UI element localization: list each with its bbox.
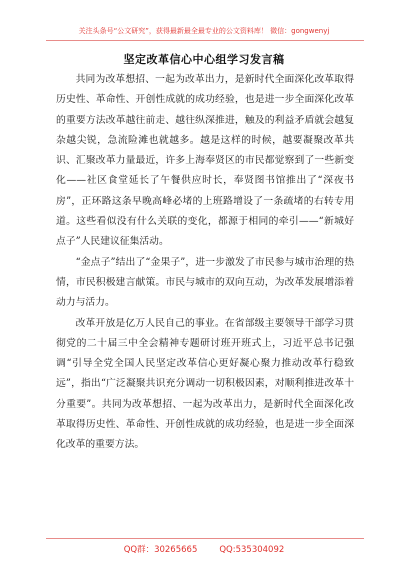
footer-qq-group: QQ群：30265665 [123, 545, 198, 555]
footer-qq-number: QQ:535304092 [219, 545, 285, 555]
paragraph-1: 共同为改革想招、一起为改革出力，是新时代全面深化改革取得历史性、革命性、开创性成就的成功经验，也是进一步全面深化改革的重要方法改革越往前走、越往纵深推进，触及的利益矛盾就会越复杂越尖锐，急流险滩也就越多。越是这样的时候，越要凝聚改革共识、汇聚改革力量最近，许多上海奉贤区的市民都觉察到了一些新变化——社区食堂延长了午餐供应时长，奉贤图书馆推出了“深夜书房”，正环路这条早晚高峰必堵的上班路增设了一条疏堵的右转专用道。这些看似没有什么关联的变化，都源于相同的牵引——“新城好点子”人民建议征集活动。 [56, 74, 354, 248]
document-title: 坚定改革信心中心组学习发言稿 [123, 53, 285, 66]
document-body [56, 70, 354, 456]
header-banner-text: 关注头条号“公文研究”，获得最新最全最专业的公文资料库！ 微信：gongwenyj [78, 27, 330, 35]
header-divider [46, 40, 364, 41]
footer-contact [0, 543, 408, 555]
paragraph-2: “金点子”结出了“金果子”，进一步激发了市民参与城市治理的热情，市民积极建言献策。市民与城市的双向互动，为改革发展增添着动力与活力。 [56, 256, 354, 309]
footer-divider [46, 538, 364, 539]
paragraph-3: 改革开放是亿万人民自己的事业。在省部级主要领导干部学习贯彻党的二十届三中全会精神专题研讨班开班式上，习近平总书记强调“引导全党全国人民坚定改革信心更好凝心聚力推动改革行稳致远”，指出“广泛凝聚共识充分调动一切积极因素，对顺利推进改革十分重要”。共同为改革想招、一起为改革出力，是新时代全面深化改革取得历史性、革命性、开创性成就的成功经验，也是进一步全面深化改革的重要方法。 [56, 317, 354, 451]
header-banner [0, 26, 408, 36]
